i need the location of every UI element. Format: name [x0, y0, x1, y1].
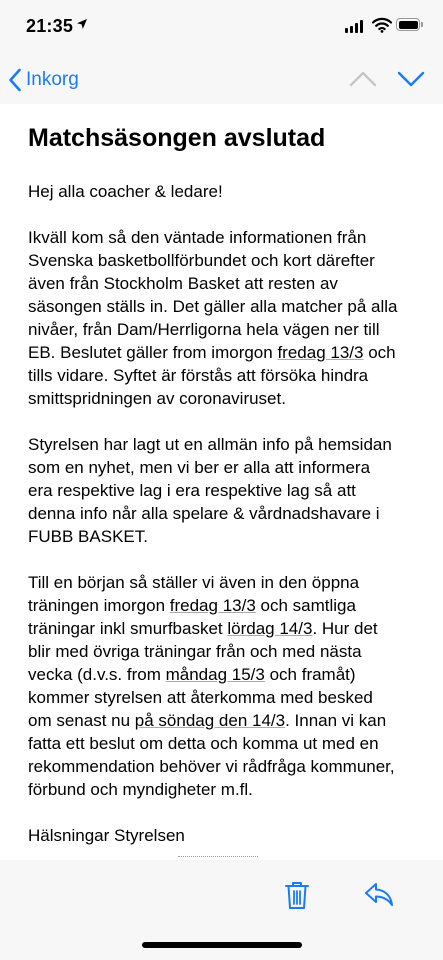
text-segment: vecka (d.v.s. from — [28, 665, 166, 684]
status-bar — [0, 0, 443, 56]
body-line: blir med övriga träningar från och med nästa — [28, 642, 362, 661]
body-line: Styrelsen har lagt ut en allmän info på hemsidan — [28, 435, 392, 454]
email-subject: Matchsäsongen avslutad — [28, 124, 326, 152]
body-line: förbund och myndigheter m.fl. — [28, 780, 253, 799]
cellular-signal-icon — [345, 20, 363, 33]
paragraph-2 — [28, 433, 432, 548]
body-line: smittspridningen av coronaviruset. — [28, 389, 286, 408]
date-link-sunday[interactable]: på söndag den 14/3 — [134, 711, 286, 730]
paragraph-1 — [28, 226, 432, 410]
greeting-line: Hej alla coacher & ledare! — [28, 182, 223, 201]
body-line — [28, 341, 432, 364]
back-to-inbox-button[interactable] — [8, 62, 79, 98]
body-line: Ikväll kom så den väntade informationen från — [28, 228, 367, 247]
body-line: även från Stockholm Basket att resten av — [28, 274, 338, 293]
body-line: FUBB BASKET. — [28, 527, 148, 546]
paragraph-3 — [28, 571, 432, 801]
date-link-friday[interactable]: fredag 13/3 — [169, 596, 256, 615]
body-line: era respektive lag i era respektive lag så att — [28, 481, 356, 500]
body-line: tills vidare. Syftet är förstås att försöka hindra — [28, 366, 369, 385]
home-indicator[interactable] — [142, 942, 302, 948]
chevron-left-icon — [8, 68, 22, 92]
trash-icon[interactable] — [284, 880, 310, 910]
previous-message-button[interactable] — [348, 66, 378, 92]
status-time: 21:35 — [26, 16, 74, 36]
reply-icon[interactable] — [363, 880, 395, 910]
back-label: Inkorg — [26, 69, 79, 90]
body-line: Svenska basketbollförbundet och kort därefter — [28, 251, 375, 270]
text-segment: och samtliga — [255, 596, 356, 615]
body-line: nivåer, från Dam/Herrligorna hela vägen ner till — [28, 320, 380, 339]
text-segment: träningen imorgon — [28, 596, 170, 615]
signoff-line: Hälsningar Styrelsen — [28, 826, 185, 845]
text-segment: och framåt) — [264, 665, 356, 684]
body-line: kommer styrelsen att återkomma med besked — [28, 688, 373, 707]
text-segment: och — [363, 343, 396, 362]
wifi-icon — [372, 17, 392, 33]
text-segment: . Innan vi kan — [285, 711, 387, 730]
next-message-button[interactable] — [396, 66, 426, 92]
body-line — [28, 663, 432, 686]
battery-cap — [421, 22, 423, 27]
body-line — [28, 594, 432, 617]
body-line: som en nyhet, men vi ber er alla att informera — [28, 458, 371, 477]
date-link-monday[interactable]: måndag 15/3 — [165, 665, 265, 684]
greeting-paragraph — [28, 180, 432, 203]
text-segment: träningar inkl smurfbasket — [28, 619, 228, 638]
email-body — [28, 180, 432, 860]
date-link-friday[interactable]: fredag 13/3 — [277, 343, 364, 362]
date-link-saturday[interactable]: lördag 14/3 — [227, 619, 313, 638]
body-line: fatta ett beslut om detta och komma ut med en — [28, 734, 379, 753]
battery-icon — [396, 18, 420, 31]
nav-bar — [0, 56, 443, 104]
body-line: säsongen ställs in. Det gäller alla matcher på alla — [28, 297, 398, 316]
message-sheet — [8, 104, 436, 860]
text-segment: om senast nu — [28, 711, 135, 730]
text-segment: . Hur det — [312, 619, 378, 638]
body-line — [28, 709, 432, 732]
body-line: Till en början så ställer vi även in den öppna — [28, 573, 360, 592]
body-line: denna info når alla spelare & vårdnadshavare i — [28, 504, 380, 523]
body-line — [28, 617, 432, 640]
location-arrow-icon — [76, 18, 88, 30]
body-line: rekommendation behöver vi rådfråga kommuner, — [28, 757, 395, 776]
signoff-paragraph — [28, 824, 432, 847]
text-segment: EB. Beslutet gäller from imorgon — [28, 343, 278, 362]
